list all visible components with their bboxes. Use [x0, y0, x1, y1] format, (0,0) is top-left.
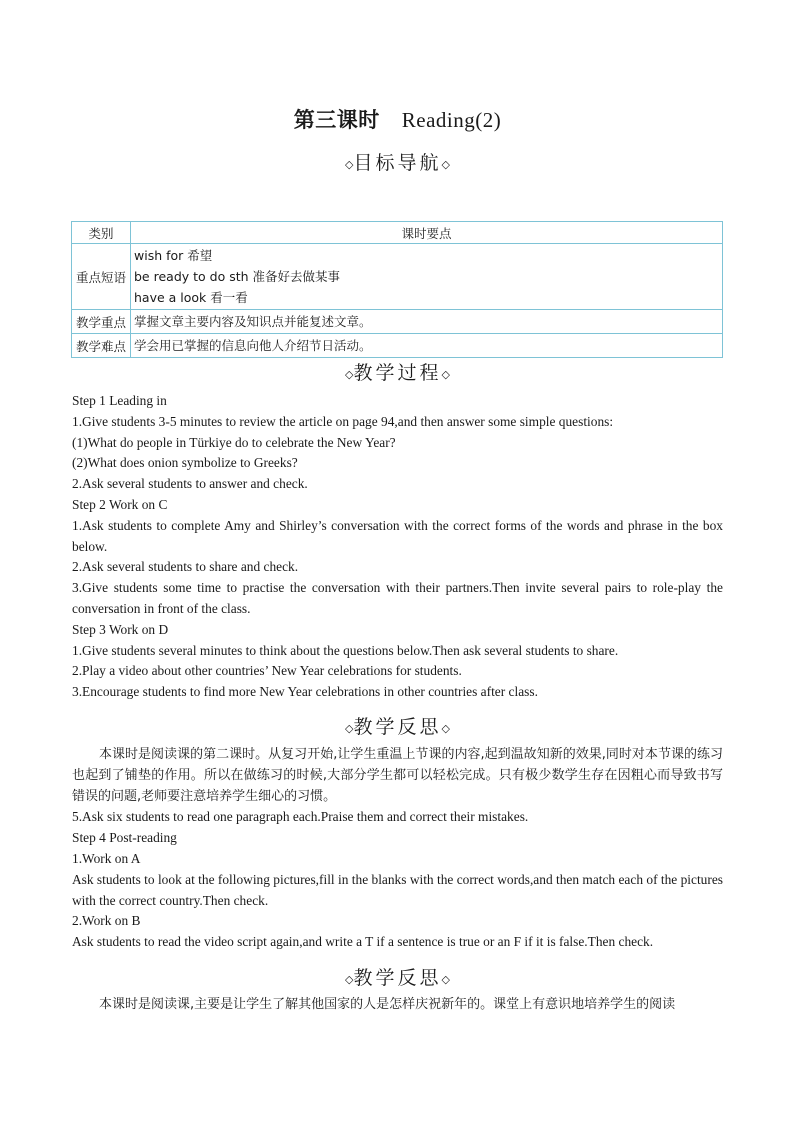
teaching-process: [72, 391, 723, 703]
table-header-row: [72, 222, 723, 244]
process-line: 3.Encourage students to find more New Year celebrations in other countries after class.: [72, 684, 538, 700]
process-line: Ask students to look at the following pictures,fill in the blanks with the correct words,and then match each of the pictures with the correct country.Then check.: [72, 871, 723, 908]
process-line: Step 4 Post‐reading: [72, 830, 177, 846]
diamond-icon: ◇: [345, 973, 354, 986]
lesson-title-cn: 第三课时: [293, 107, 380, 132]
process-line: (1)What do people in Türkiye do to celebrate the New Year?: [72, 434, 396, 450]
diamond-icon: ◇: [441, 973, 450, 986]
table-row: [72, 310, 723, 334]
table-cell-category: 教学重点: [72, 310, 131, 334]
table-header-category: 类别: [72, 222, 131, 244]
section-heading-text: 教学反思: [353, 716, 442, 738]
phrase-item: be ready to do sth 准备好去做某事: [134, 269, 341, 284]
process-line: 3.Give students some time to practise the conversation with their partners.Then invite several pairs to role‐play the conversation in front of the class.: [72, 580, 723, 616]
process-line: 1.Give students 3-5 minutes to review the article on page 94,and then answer some simple questions:: [72, 413, 614, 429]
lesson-title-en: Reading(2): [401, 108, 502, 132]
process-line: (2)What does onion symbolize to Greeks?: [72, 455, 298, 471]
process-line: 1.Work on A: [72, 850, 141, 866]
diamond-icon: ◇: [441, 368, 450, 381]
key-points-table: [71, 221, 723, 358]
table-cell-points: [131, 334, 723, 358]
process-line: 1.Give students several minutes to think about the questions below.Then ask several students to share.: [72, 642, 619, 658]
reflection-paragraph: 本课时是阅读课,主要是让学生了解其他国家的人是怎样庆祝新年的。课堂上有意识地培养学生的阅读: [99, 997, 676, 1012]
table-row: [72, 244, 723, 310]
section-heading-reflection: [72, 712, 723, 739]
diamond-icon: ◇: [441, 158, 450, 171]
process-line: 1.Ask students to complete Amy and Shirley’s conversation with the correct forms of the words and phrase in the box below.: [72, 517, 723, 554]
point-item: 掌握文章主要内容及知识点并能复述文章。: [134, 314, 372, 329]
process-line: 5.Ask six students to read one paragraph each.Praise them and correct their mistakes.: [72, 809, 529, 825]
process-line: Step 3 Work on D: [72, 621, 169, 637]
diamond-icon: ◇: [345, 722, 354, 735]
section-heading-text: 教学过程: [353, 362, 442, 384]
section-heading-text: 目标导航: [353, 152, 442, 174]
diamond-icon: ◇: [345, 158, 354, 171]
process-line: Step 1 Leading in: [72, 393, 167, 408]
section-heading-reflection-2: [72, 963, 723, 990]
process-line: Step 2 Work on C: [72, 496, 168, 512]
section-heading-goals: [72, 148, 723, 175]
process-line: 2.Ask several students to answer and check.: [72, 476, 308, 492]
process-line: 2.Ask several students to share and check.: [72, 559, 299, 575]
section-heading-text: 教学反思: [353, 967, 442, 989]
section-heading-process: [72, 358, 723, 385]
table-header-points: 课时要点: [131, 222, 723, 244]
reflection-and-steps: [72, 745, 723, 953]
table-cell-category: 重点短语: [72, 244, 131, 310]
process-line: Ask students to read the video script again,and write a T if a sentence is true or an F if it is false.Then check.: [72, 934, 654, 950]
reflection-2: [72, 995, 723, 1016]
process-line: 2.Work on B: [72, 913, 141, 929]
phrase-item: wish for 希望: [134, 248, 213, 263]
phrase-item: have a look 看一看: [134, 290, 248, 305]
table-cell-points: [131, 244, 723, 310]
table-cell-points: [131, 310, 723, 334]
process-line: 2.Play a video about other countries’ New Year celebrations for students.: [72, 663, 462, 679]
diamond-icon: ◇: [441, 722, 450, 735]
table-row: [72, 334, 723, 358]
table-cell-category: 教学难点: [72, 334, 131, 358]
reflection-paragraph: 本课时是阅读课的第二课时。从复习开始,让学生重温上节课的内容,起到温故知新的效果,同时对本节课的练习也起到了铺垫的作用。所以在做练习的时候,大部分学生都可以轻松完成。只有极少数学生存在因粗心而导致书写错误的问题,老师要注意培养学生细心的习惯。: [72, 747, 723, 804]
point-item: 学会用已掌握的信息向他人介绍节日活动。: [134, 338, 372, 353]
diamond-icon: ◇: [345, 368, 354, 381]
lesson-title: [72, 104, 723, 134]
